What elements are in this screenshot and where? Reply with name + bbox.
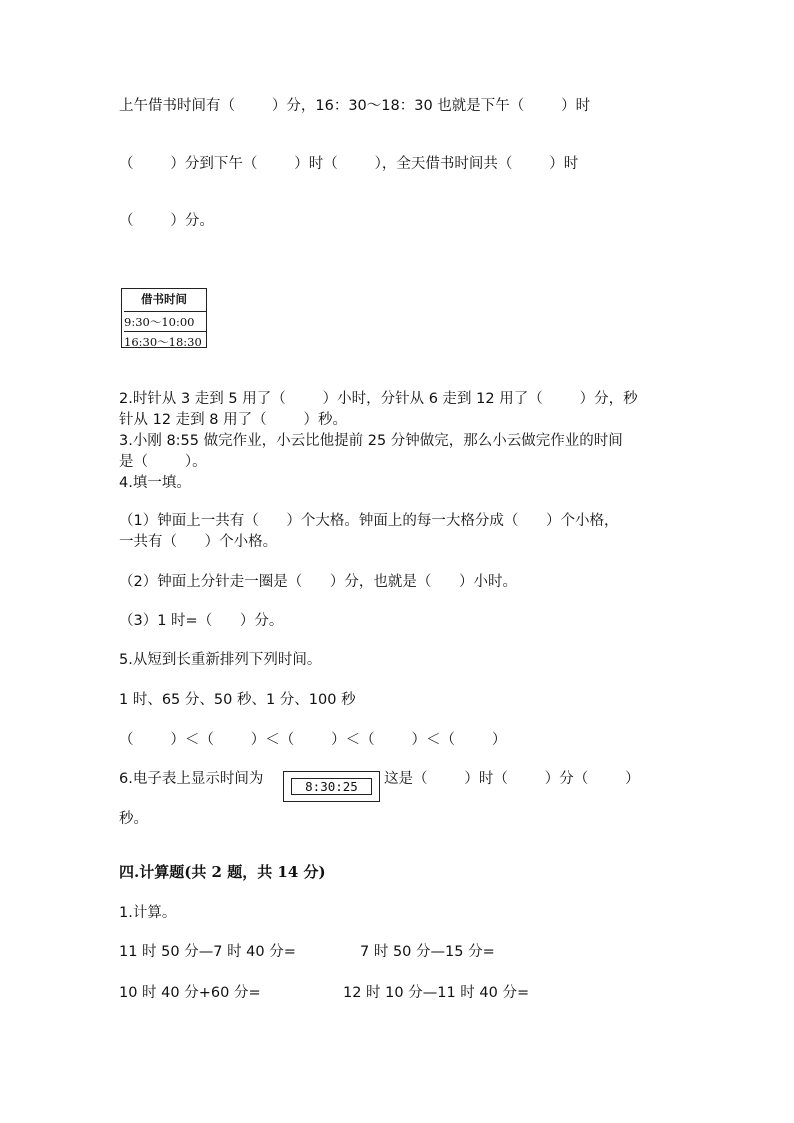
- question-2-line2: 针从 12 走到 8 用了（ ）秒。: [119, 412, 347, 428]
- question-5-title: 5.从短到长重新排列下列时间。: [119, 652, 322, 668]
- text-line: 上午借书时间有（ ）分，16：30～18：30 也就是下午（ ）时: [119, 98, 591, 114]
- calc-1-title: 1.计算。: [119, 905, 177, 921]
- section-4-title: 四.计算题(共 2 题，共 14 分): [119, 863, 326, 881]
- question-4-1-line2: 一共有（ ）个小格。: [119, 534, 278, 550]
- text-line: （ ）分。: [119, 213, 214, 229]
- table-row: 9:30～10:00: [124, 311, 206, 330]
- calc-item: 11 时 50 分—7 时 40 分=: [119, 944, 296, 960]
- question-4-2: （2）钟面上分针走一圈是（ ）分，也就是（ ）小时。: [119, 574, 518, 590]
- question-4-1-line1: （1）钟面上一共有（ ）个大格。钟面上的每一大格分成（ ）个小格，: [119, 513, 619, 529]
- question-4-3: （3）1 时=（ ）分。: [119, 613, 284, 629]
- question-4-title: 4.填一填。: [119, 475, 191, 491]
- question-5-items: 1 时、65 分、50 秒、1 分、100 秒: [119, 692, 356, 708]
- digital-clock: [283, 771, 380, 802]
- question-2-line1: 2.时针从 3 走到 5 用了（ ）小时，分针从 6 走到 12 用了（ ）分，秒: [119, 391, 638, 407]
- question-6-prefix: 6.电子表上显示时间为: [119, 771, 264, 787]
- table-header: 借书时间: [141, 292, 187, 306]
- calc-item: 10 时 40 分+60 分=: [119, 985, 261, 1001]
- calc-item: 7 时 50 分—15 分=: [360, 944, 495, 960]
- borrow-time-table: [121, 288, 207, 348]
- question-6-end: 秒。: [119, 811, 148, 827]
- table-row: 16:30～18:30: [124, 331, 206, 350]
- question-5-blanks: （ ）＜（ ）＜（ ）＜（ ）＜（ ）: [119, 732, 507, 748]
- calc-item: 12 时 10 分—11 时 40 分=: [343, 985, 530, 1001]
- text-line: （ ）分到下午（ ）时（ ），全天借书时间共（ ）时: [119, 156, 579, 172]
- digital-clock-time: 8:30:25: [291, 778, 372, 795]
- question-3-line1: 3.小刚 8:55 做完作业，小云比他提前 25 分钟做完，那么小云做完作业的时间: [119, 433, 623, 449]
- question-6-suffix: 这是（ ）时（ ）分（ ）: [384, 771, 640, 787]
- question-3-line2: 是（ ）。: [119, 454, 207, 470]
